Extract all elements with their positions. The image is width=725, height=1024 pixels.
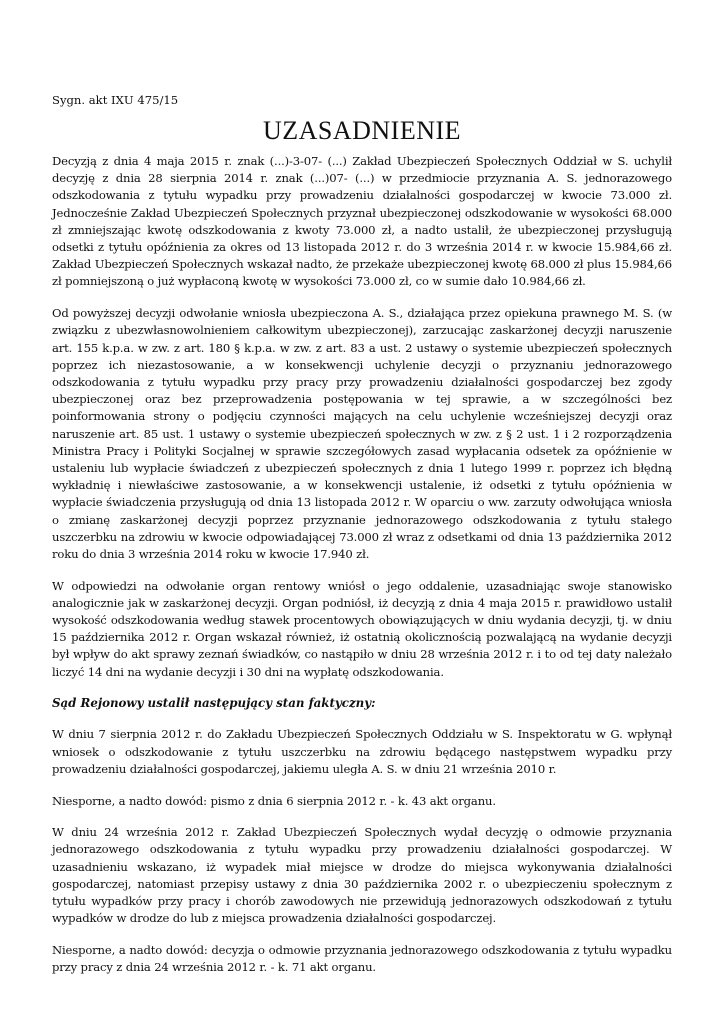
section-heading: Sąd Rejonowy ustalił następujący stan faktyczny: [52,696,376,711]
paragraph-response: W odpowiedzi na odwołanie organ rentowy wniósł o jego oddalenie, uzasadniając swoje stanowisko analogicznie jak w zaskarżonej decyzji. Organ podniósł, iż decyzją z dnia 4 maja 2015 r. prawidłowo ustalił wysokość odszkodowania według stawek procentowych obowiązujących w dniu wydania decyzji, tj. w dniu 15 października 2012 r. Organ wskazał również, iż ostatnią okolicznością pozwalającą na wydanie decyzji był wpływ do akt sprawy zeznań świadków, co nastąpiło w dniu 28 września 2012 r. i to od tej daty należało liczyć 14 dni na wydanie decyzji i 30 dni na wypłatę odszkodowania. [52,578,672,679]
paragraph-appeal: Od powyższej decyzji odwołanie wniosła ubezpieczona A. S., działająca przez opiekuna prawnego M. S. (w związku z ubezwłasnowolnieniem całkowitym ubezpieczonej), zarzucając zaskarżonej decyzji naruszenie art. 155 k.p.a. w zw. z art. 180 § k.p.a. w zw. z art. 83 a ust. 2 ustawy o systemie ubezpieczeń społecznych poprzez ich niezastosowanie, a w konsekwencji uchylenie decyzji o przyznaniu jednorazowego odszkodowania z tytułu wypadku przy pracy przy prowadzeniu działalności gospodarczej bez zgody ubezpieczonej oraz bez przeprowadzenia postępowania w tej sprawie, a w szczególności bez poinformowania strony o podjęciu czynności mających na celu uchylenie wcześniejszej decyzji oraz naruszenie art. 85 ust. 1 ustawy o systemie ubezpieczeń społecznych w zw. z § 2 ust. 1 i 2 rozporządzenia Ministra Pracy i Polityki Socjalnej w sprawie szczegółowych zasad wypłacania odsetek za opóźnienie w ustaleniu lub wypłacie świadczeń z ubezpieczeń społecznych z dnia 1 lutego 1999 r. poprzez ich błędną wykładnię i niewłaściwe zastosowanie, a w konsekwencji ustalenie, iż odsetki z tytułu opóźnienia w wypłacie świadczenia przysługują od dnia 13 listopada 2012 r. W oparciu o ww. zarzuty odwołująca wniosła o zmianę zaskarżonej decyzji poprzez przyznanie jednorazowego odszkodowania z tytułu stałego uszczerbku na zdrowiu w kwocie odpowiadającej 73.000 zł wraz z odsetkami od dnia 13 października 2012 roku do dnia 3 września 2014 roku w kwocie 17.940 zł. [52,306,672,561]
paragraph-evidence-decision: Niesporne, a nadto dowód: decyzja o odmowie przyznania jednorazowego odszkodowania z tytułu wypadku przy pracy z dnia 24 września 2012 r. - k. 71 akt organu. [52,942,672,975]
document-title: UZASADNIENIE [262,116,462,145]
document-page [52,92,672,991]
paragraph-evidence-letter: Niesporne, a nadto dowód: pismo z dnia 6 sierpnia 2012 r. - k. 43 akt organu. [52,793,496,808]
paragraph-decision: Decyzją z dnia 4 maja 2015 r. znak (...)-3-07- (...) Zakład Ubezpieczeń Społecznych Oddział w S. uchylił decyzję z dnia 28 sierpnia 2014 r. znak (...)07- (...) w przedmiocie przyznania A. S. jednorazowego odszkodowania z tytułu wypadku przy prowadzeniu działalności gospodarczej w kwocie 73.000 zł. Jednocześnie Zakład Ubezpieczeń Społecznych przyznał ubezpieczonej odszkodowanie w wysokości 68.000 zł zmniejszając kwotę odszkodowania z kwoty 73.000 zł, a nadto ustalił, że ubezpieczonej przysługują odsetki z tytułu opóźnienia za okres od 13 listopada 2012 r. do 3 września 2014 r. w kwocie 15.984,66 zł. Zakład Ubezpieczeń Społecznych wskazał nadto, że przekaże ubezpieczonej kwotę 68.000 zł plus 15.984,66 zł pomniejszoną o już wypłaconą kwotę w wysokości 73.000 zł, co w sumie dało 10.984,66 zł. [52,154,672,289]
paragraph-fact-application: W dniu 7 sierpnia 2012 r. do Zakładu Ubezpieczeń Społecznych Oddziału w S. Inspektoratu w G. wpłynął wniosek o odszkodowanie z tytułu uszczerbku na zdrowiu będącego następstwem wypadku przy prowadzeniu działalności gospodarczej, jakiemu uległa A. S. w dniu 21 września 2010 r. [52,727,672,776]
case-signature: Sygn. akt IXU 475/15 [52,93,179,107]
paragraph-fact-refusal: W dniu 24 września 2012 r. Zakład Ubezpieczeń Społecznych wydał decyzję o odmowie przyznania jednorazowego odszkodowania z tytułu wypadku przy prowadzeniu działalności gospodarczej. W uzasadnieniu wskazano, iż wypadek miał miejsce w drodze do miejsca wykonywania działalności gospodarczej, natomiast przepisy ustawy z dnia 30 października 2002 r. o ubezpieczeniu społecznym z tytułu wypadków przy pracy i chorób zawodowych nie przewidują jednorazowych odszkodowań z tytułu wypadków w drodze do lub z miejsca prowadzenia działalności gospodarczej. [52,825,672,926]
